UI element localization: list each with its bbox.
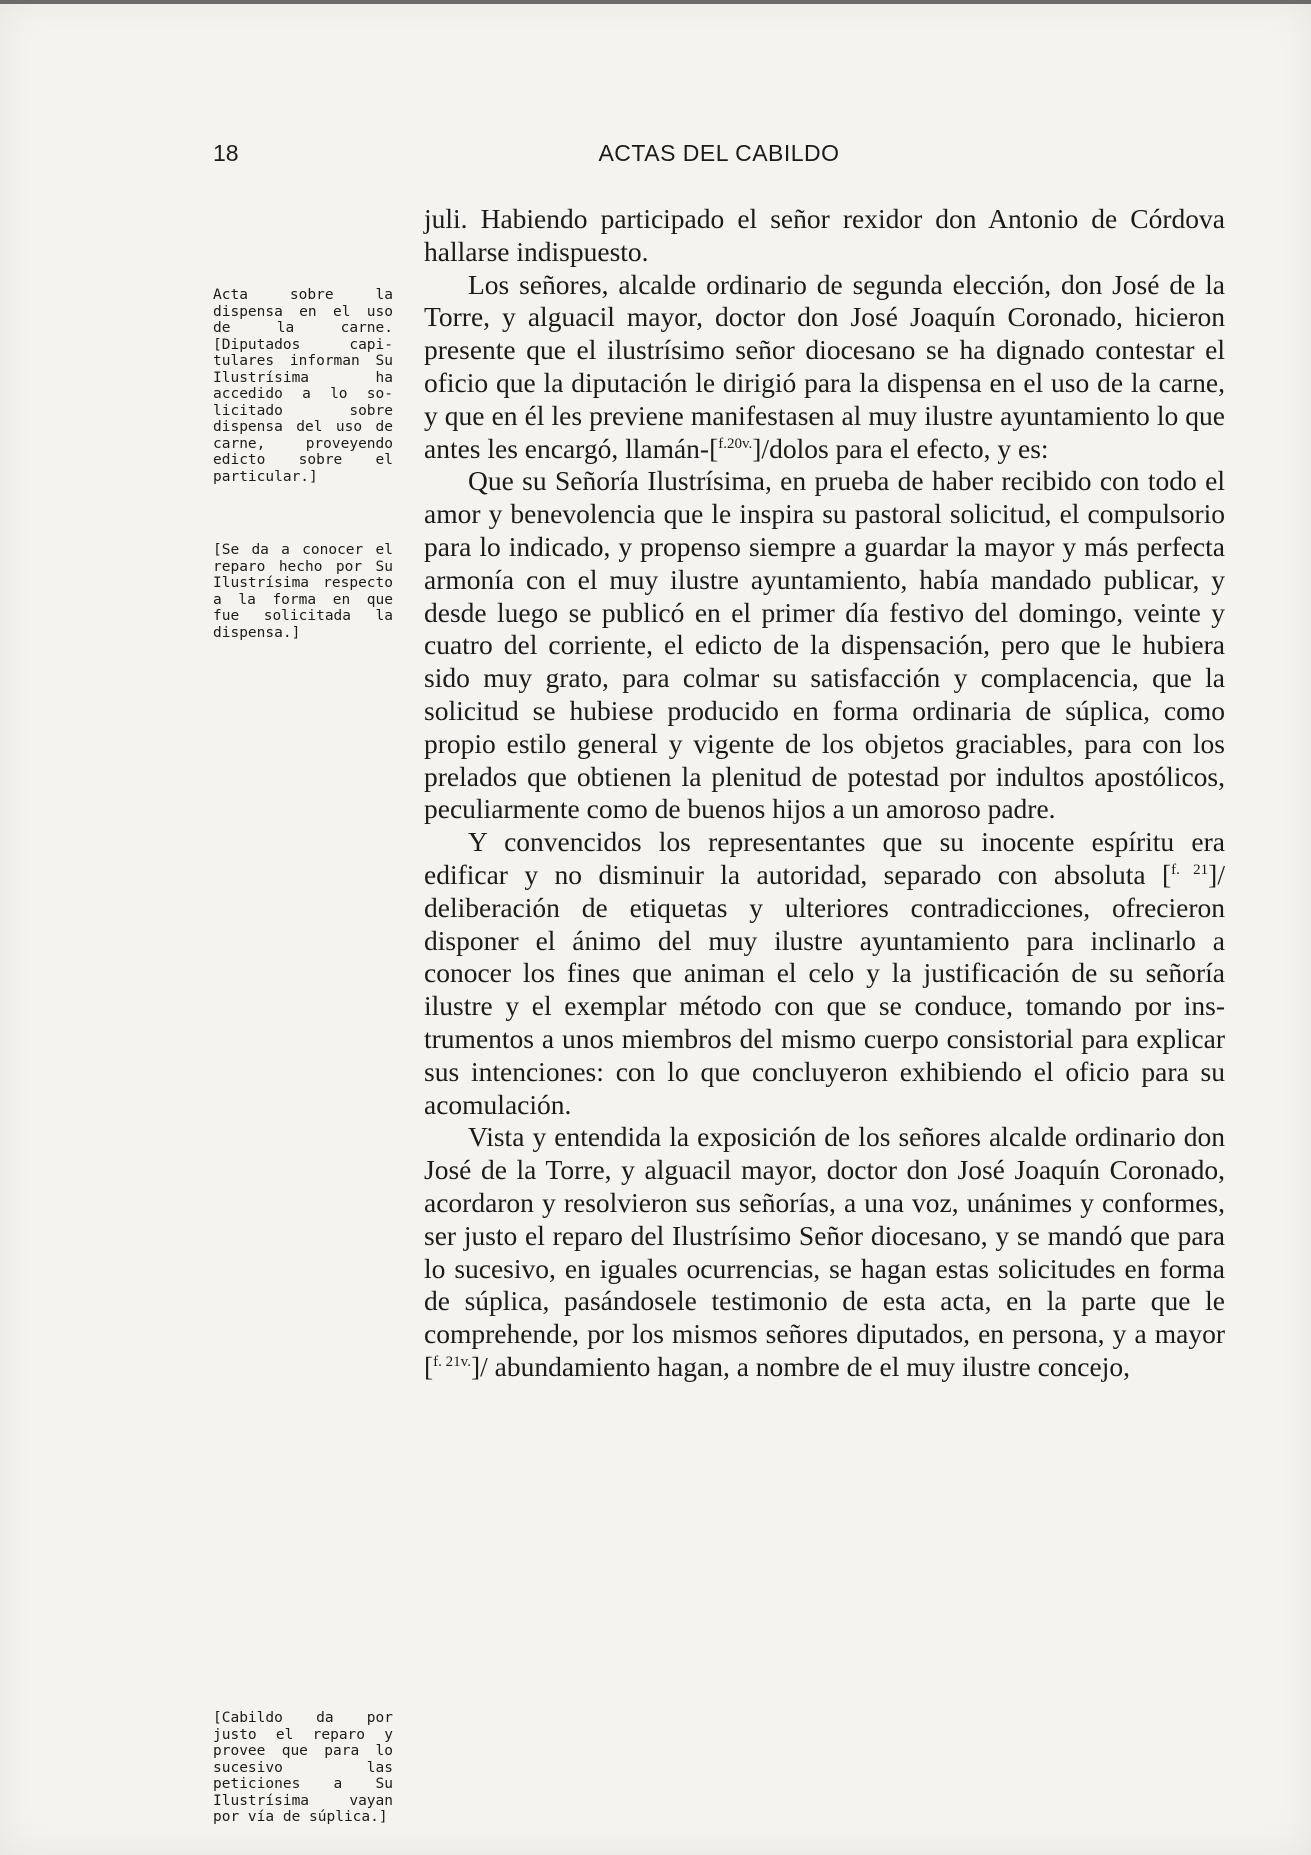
margin-note: [Cabildo da por justo el reparo y provee que para lo sucesivo las peticiones a Su Ilustrísima vayan por vía de súplica.] <box>213 1710 393 1825</box>
paragraph <box>424 1121 1225 1383</box>
paragraph <box>424 826 1225 1121</box>
folio-reference: f. 21v. <box>433 1353 471 1370</box>
page-header <box>213 140 1225 176</box>
scan-edge <box>0 0 1311 4</box>
running-head: ACTAS DEL CABILDO <box>598 140 840 166</box>
paragraph <box>424 465 1225 826</box>
paragraph-text: Los señores, alcalde ordinario de segunda elección, don José de la Torre, y alguacil mayor, doctor don José Joaquín Coronado, hicieron presente que el ilustrísimo señor diocesano se ha dignado contestar el oficio que la diputación le dirigió para la dispensa en el uso de la carne, y que en él les previene manifestasen al muy ilustre ayuntamiento lo que antes les encargó, llamán-[ <box>424 268 1225 464</box>
paragraph <box>424 203 1225 269</box>
page-number: 18 <box>213 140 239 166</box>
paragraph-text: Que su Señoría Ilustrísima, en prueba de haber recibido con todo el amor y benevolencia que le inspira su pastoral solicitud, el compulsorio para lo indicado, y propenso siempre a guardar la mayor y más perfecta armonía con el muy ilustre ayuntamiento, había mandado publicar, y desde luego se publicó en el primer día festivo del domingo, veinte y cuatro del corriente, el edicto de la dispensación, pero que le hubiera sido muy grato, para colmar su satisfacción y complacencia, que la solicitud se hubiese producido en forma ordinaria de súplica, como propio estilo general y vigente de los objetos graciables, para con los prelados que obtienen la plenitud de potestad por indultos apostólicos, peculiarmente como de buenos hijos a un amoroso padre. <box>424 465 1225 825</box>
paragraph <box>424 269 1225 466</box>
margin-note: [Se da a conocer el reparo hecho por Su Ilustrísima respecto a la forma en que fue solicitada la dispensa.] <box>213 542 393 641</box>
folio-reference: f.20v. <box>718 435 753 452</box>
paragraph-text: juli. Habiendo participado el señor rexidor don Antonio de Córdova hallarse indispuesto. <box>424 203 1225 267</box>
margin-note: Acta sobre la dispensa en el uso de la carne. [Diputados capitulares informan Su Ilustrísima ha accedido a lo solicitado sobre dispensa del uso de carne, proveyendo edicto sobre el particular.] <box>213 287 393 485</box>
paragraph-text: ]/ abundamiento hagan, a nombre de el muy ilustre concejo, <box>470 1350 1130 1382</box>
paragraph-text: Vista y entendida la exposición de los señores alcalde ordinario don José de la Torre, y alguacil mayor, doctor don José Joaquín Coronado, acordaron y resolvieron sus señorías, a una voz, unánimes y conformes, ser justo el reparo del Ilustrísimo Señor diocesano, y se mandó que para lo sucesivo, en iguales ocurrencias, se hagan estas solicitudes en forma de súplica, pasándosele testimonio de esta acta, en la parte que le comprehende, por los mismos señores diputados, en persona, y a mayor [ <box>424 1121 1225 1382</box>
folio-reference: f. 21 <box>1171 861 1209 878</box>
paragraph-text: Y convencidos los representantes que su inocente espíritu era edificar y no disminuir la autoridad, separado con absoluta [ <box>424 826 1225 890</box>
paragraph-text: ]/dolos para el efecto, y es: <box>752 432 1049 464</box>
paragraph-text: ]/ deliberación de etiquetas y ulteriores contradicciones, ofrecieron disponer el ánimo del muy ilustre ayuntamiento para inclinarlo a conocer los fines que animan el celo y la justificación de su señoría ilustre y el exemplar método con que se conduce, tomando por instrumentos a unos miembros del mismo cuerpo consistorial para explicar sus intenciones: con lo que concluyeron exhibiendo el oficio para su acomulación. <box>424 858 1225 1120</box>
main-text <box>424 203 1225 1384</box>
